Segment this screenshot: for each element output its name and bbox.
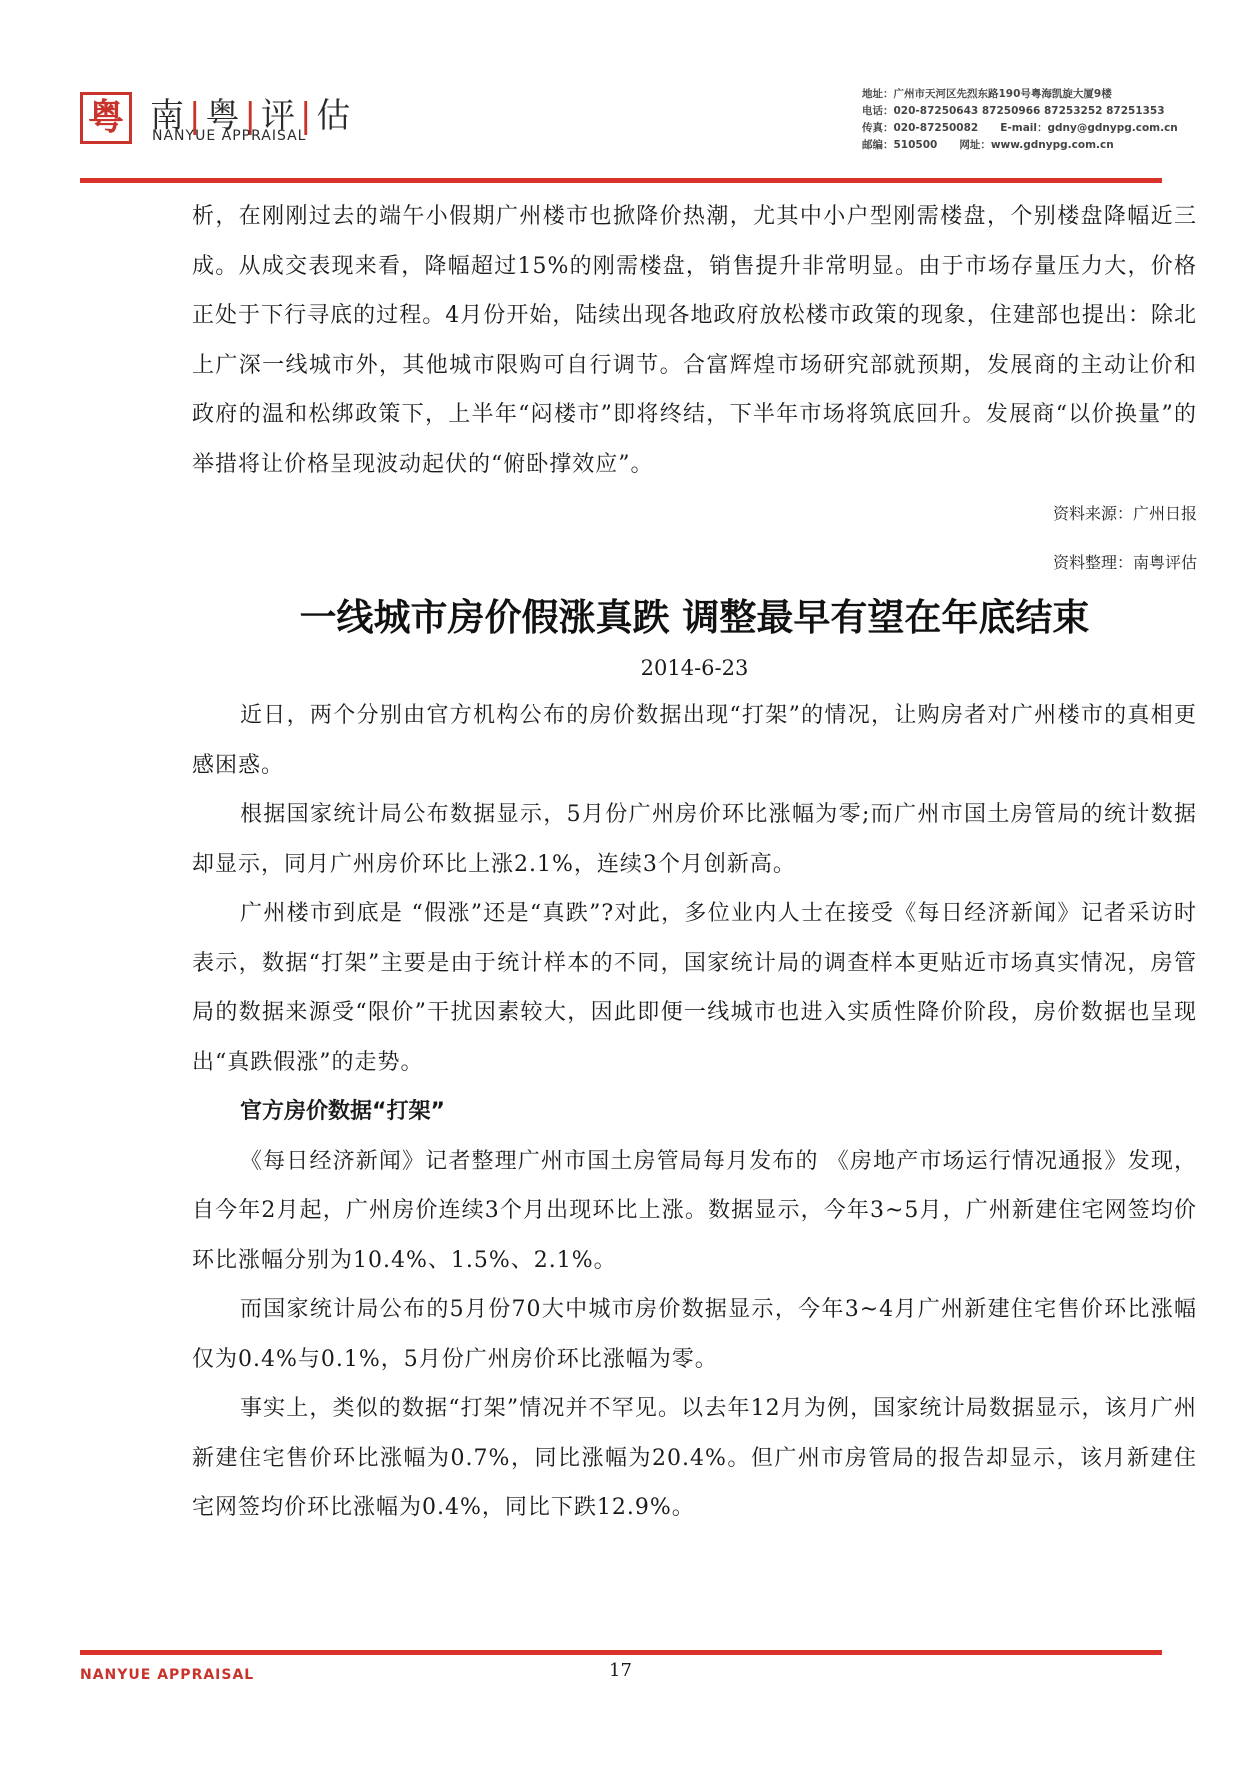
company-name-char: 南: [150, 96, 187, 136]
article-paragraph: 广州楼市到底是 “假涨”还是“真跌”?对此，多位业内人士在接受《每日经济新闻》记者采访时表示，数据“打架”主要是由于统计样本的不同，国家统计局的调查样本更贴近市场真实情况，房管局的数据来源受“限价”干扰因素较大，因此即便一线城市也进入实质性降价阶段，房价数据也呈现出“真跌假涨”的走势。: [192, 901, 1197, 1075]
page-number: 17: [609, 1660, 632, 1681]
header-divider: [80, 178, 1162, 183]
article-paragraph: 《每日经济新闻》记者整理广州市国土房管局每月发布的 《房地产市场运行情况通报》发现，自今年2月起，广州房价连续3个月出现环比上涨。数据显示，今年3~5月，广州新建住宅网签均价环比涨幅分别为10.4%、1.5%、2.1%。: [192, 1148, 1197, 1273]
source-note: 资料来源：广州日报: [1052, 504, 1197, 523]
section-subheading: 官方房价数据“打架”: [240, 1099, 445, 1124]
company-name-english: NANYUE APPRAISAL: [152, 128, 307, 144]
contact-address: 地址：广州市天河区先烈东路190号粤海凯旋大厦9楼: [862, 88, 1112, 100]
contact-website[interactable]: 网址：www.gdnypg.com.cn: [959, 139, 1114, 151]
company-name-char: 估: [316, 96, 354, 136]
company-name-char: 评: [260, 96, 298, 136]
contact-fax-email-row: [862, 120, 1178, 137]
article-title: 一线城市房价假涨真跌 调整最早有望在年底结束: [299, 596, 1090, 639]
contact-fax: 传真：020-87250082: [862, 122, 979, 134]
contact-phone: 电话：020-87250643 87250966 87253252 87251353: [862, 105, 1165, 117]
company-logo-icon: 粤: [80, 92, 132, 144]
article-paragraph: 事实上，类似的数据“打架”情况并不罕见。以去年12月为例，国家统计局数据显示，该月广州新建住宅售价环比涨幅为0.7%，同比涨幅为20.4%。但广州市房管局的报告却显示，该月新建住宅网签均价环比涨幅为0.4%，同比下跌12.9%。: [192, 1396, 1197, 1520]
contact-postcode: 邮编：510500: [862, 139, 938, 151]
contact-info: [862, 86, 1178, 154]
article-paragraph: 近日，两个分别由官方机构公布的房价数据出现“打架”的情况，让购房者对广州楼市的真相更感困惑。: [192, 703, 1197, 778]
compiled-note: 资料整理：南粤评估: [1052, 553, 1197, 572]
page-header: [0, 0, 1241, 180]
article-date: 2014-6-23: [640, 656, 749, 680]
page-content: [192, 192, 1197, 1533]
company-name: 南|粤|评|估: [150, 96, 354, 136]
footer-divider: [80, 1650, 1162, 1655]
intro-paragraph: 析，在刚刚过去的端午小假期广州楼市也掀降价热潮，尤其中小户型刚需楼盘，个别楼盘降幅近三成。从成交表现来看，降幅超过15%的刚需楼盘，销售提升非常明显。由于市场存量压力大，价格正处于下行寻底的过程。4月份开始，陆续出现各地政府放松楼市政策的现象，住建部也提出：除北上广深一线城市外，其他城市限购可自行调节。合富辉煌市场研究部就预期，发展商的主动让价和政府的温和松绑政策下，上半年“闷楼市”即将终结，下半年市场将筑底回升。发展商“以价换量”的举措将让价格呈现波动起伏的“俯卧撑效应”。: [192, 204, 1197, 477]
article-paragraph: 根据国家统计局公布数据显示，5月份广州房价环比涨幅为零;而广州市国土房管局的统计数据却显示，同月广州房价环比上涨2.1%，连续3个月创新高。: [192, 802, 1197, 877]
article-paragraph: 而国家统计局公布的5月份70大中城市房价数据显示，今年3~4月广州新建住宅售价环比涨幅仅为0.4%与0.1%，5月份广州房价环比涨幅为零。: [192, 1297, 1197, 1372]
company-name-char: 粤: [205, 96, 243, 136]
contact-postcode-website-row: [862, 137, 1178, 154]
footer-brand: NANYUE APPRAISAL: [80, 1667, 255, 1683]
contact-email[interactable]: E-mail：gdny@gdnypg.com.cn: [1000, 122, 1178, 134]
